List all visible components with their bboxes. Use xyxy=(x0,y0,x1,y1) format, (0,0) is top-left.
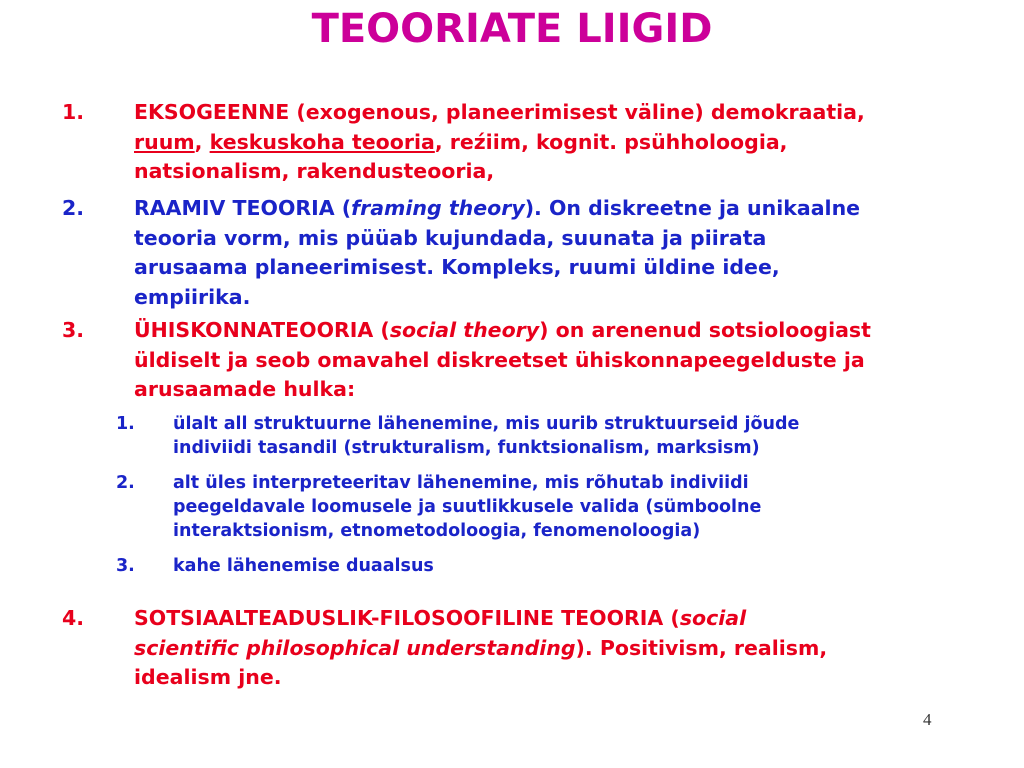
text-segment: ÜHISKONNATEOORIA ( xyxy=(134,318,390,342)
italic-term: social theory xyxy=(389,318,540,342)
text-segment: teooria vorm, mis püüab kujundada, suunata ja piirata xyxy=(134,225,767,250)
text-segment: EKSOGEENNE (exogenous, planeerimisest väline) demokraatia, xyxy=(134,100,865,124)
sub-list-number: 2. xyxy=(116,473,135,493)
text-segment: empiirika. xyxy=(134,284,251,309)
slide-title: TEOORIATE LIIGID xyxy=(311,6,713,52)
page-number: 4 xyxy=(923,710,932,729)
text-line: peegeldavale loomusele ja suutlikkusele valida (sümboolne xyxy=(173,497,762,517)
list-number: 3. xyxy=(62,318,85,342)
link-keskuskoha-teooria[interactable]: keskuskoha teooria xyxy=(209,129,435,154)
text-segment: ) on arenenud sotsioloogiast xyxy=(539,318,871,342)
sub-list-number: 1. xyxy=(116,414,135,434)
text-segment: arusaama planeerimisest. Kompleks, ruumi üldine idee, xyxy=(134,255,780,279)
italic-term: social xyxy=(679,606,747,630)
list-number: 2. xyxy=(62,196,85,220)
text-line: kahe lähenemise duaalsus xyxy=(173,556,434,576)
text-line: interaktsionism, etnometodoloogia, fenomenoloogia) xyxy=(173,521,701,541)
text-segment: ). Positivism, realism, xyxy=(575,635,828,660)
sub-list-number: 3. xyxy=(116,556,135,576)
list-item-text xyxy=(134,316,1024,405)
text-segment: ). On diskreetne ja unikaalne xyxy=(524,196,861,220)
text-segment: idealism jne. xyxy=(134,665,282,689)
list-item-text xyxy=(134,604,1024,693)
italic-term: scientific philosophical understanding xyxy=(134,635,576,660)
sub-list-item-text xyxy=(173,471,973,543)
sub-list-item-text xyxy=(173,554,973,578)
list-item-text xyxy=(134,98,1024,187)
text-line: indiviidi tasandil (strukturalism, funktsionalism, marksism) xyxy=(173,438,760,458)
list-number: 1. xyxy=(62,100,85,124)
text-line: alt üles interpreteeritav lähenemine, mis rõhutab indiviidi xyxy=(173,473,749,493)
text-line: ülalt all struktuurne lähenemine, mis uurib struktuurseid jõude xyxy=(173,414,800,434)
link-ruum[interactable]: ruum xyxy=(134,129,195,154)
text-segment: , reźiim, kognit. psühholoogia, xyxy=(434,129,788,154)
text-segment: üldiselt ja seob omavahel diskreetset ühiskonnapeegelduste ja xyxy=(134,347,865,372)
list-number: 4. xyxy=(62,606,85,630)
text-segment: RAAMIV TEOORIA ( xyxy=(134,196,352,220)
text-segment: natsionalism, rakendusteooria, xyxy=(134,159,495,183)
sub-list-item-text xyxy=(173,412,973,460)
text-segment: SOTSIAALTEADUSLIK-FILOSOOFILINE TEOORIA ( xyxy=(134,606,680,630)
text-segment: , xyxy=(194,129,203,154)
list-item-text xyxy=(134,194,1024,312)
text-segment: arusaamade hulka: xyxy=(134,377,356,401)
italic-term: framing theory xyxy=(351,196,525,220)
